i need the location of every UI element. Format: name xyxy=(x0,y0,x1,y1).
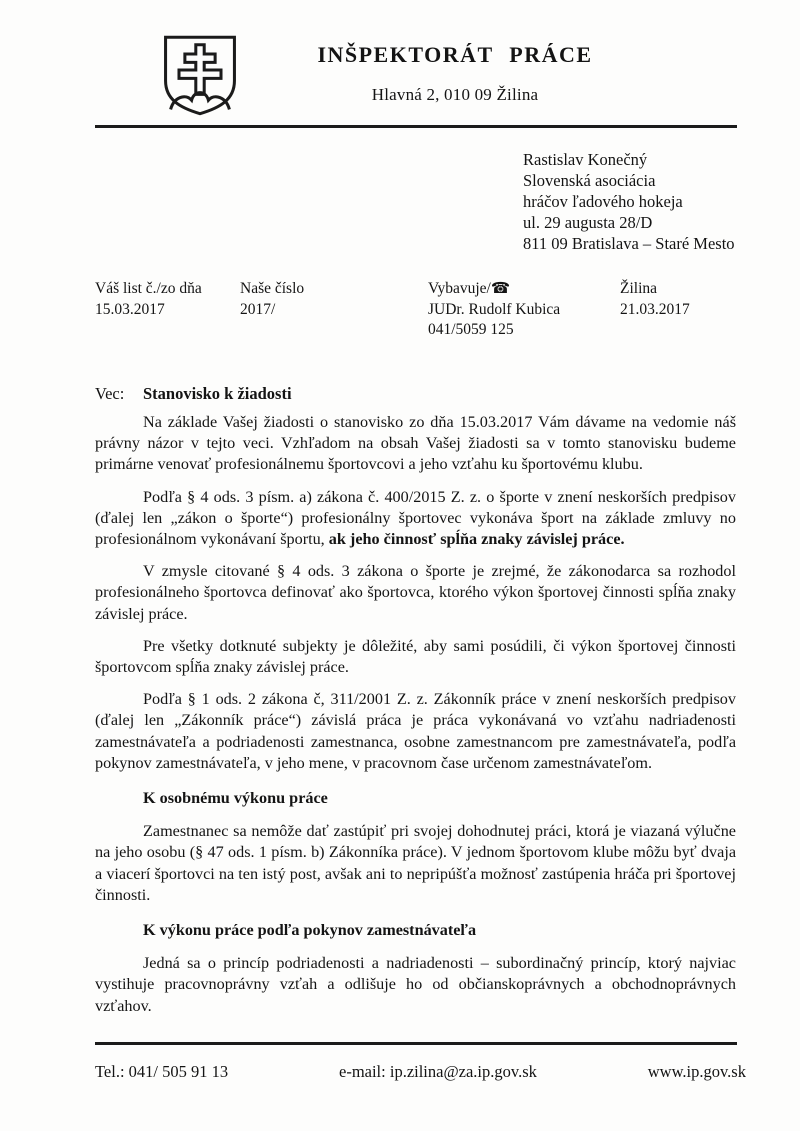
ref-handled-by xyxy=(428,279,560,341)
recipient-line: Rastislav Konečný xyxy=(523,150,648,169)
ref-place-date xyxy=(620,279,690,320)
letter-footer xyxy=(95,1062,746,1082)
slovak-coat-of-arms-icon xyxy=(158,32,242,118)
ref-label-with-phone-icon: Vybavuje/☎ xyxy=(428,280,511,297)
ref-label: Žilina xyxy=(620,280,658,297)
ref-our-number xyxy=(240,279,304,320)
footer-email: e-mail: ip.zilina@za.ip.gov.sk xyxy=(339,1062,537,1081)
org-title: INŠPEKTORÁT PRÁCE xyxy=(317,42,593,67)
recipient-line: 811 09 Bratislava – Staré Mesto xyxy=(523,234,735,253)
paragraph xyxy=(95,487,736,551)
ref-value: 2017/ xyxy=(240,300,276,318)
recipient-line: Slovenská asociácia xyxy=(523,171,656,190)
section-heading: K výkonu práce podľa pokynov zamestnávateľa xyxy=(143,921,477,940)
header-divider xyxy=(95,125,737,128)
subject-line xyxy=(95,384,292,404)
recipient-address xyxy=(523,149,735,254)
paragraph: Pre všetky dotknuté subjekty je dôležité, aby sami posúdili, či výkon športovej činnosti športovcom spĺňa znaky závislej práce. xyxy=(95,636,736,677)
subject-title: Stanovisko k žiadosti xyxy=(143,384,292,403)
section-heading: K osobnému výkonu práce xyxy=(143,789,328,808)
recipient-line: hráčov ľadového hokeja xyxy=(523,192,683,211)
footer-website: www.ip.gov.sk xyxy=(647,1062,746,1081)
ref-value: 21.03.2017 xyxy=(620,300,690,318)
footer-phone: Tel.: 041/ 505 91 13 xyxy=(95,1062,229,1081)
ref-value: 15.03.2017 xyxy=(95,300,165,318)
paragraph: Zamestnanec sa nemôže dať zastúpiť pri svojej dohodnutej práci, ktorá je viazaná výlučne na jeho osobu (§ 47 ods. 1 písm. b) Zákonníka práce). V jednom športovom klube môžu byť dvaja a viacerí športovci na ten istý post, avšak ani to nepripúšťa možnosť zastúpenia hráča pri športovej činnosti. xyxy=(95,822,736,904)
paragraph: Na základe Vašej žiadosti o stanovisko zo dňa 15.03.2017 Vám dávame na vedomie náš právny názor v tejto veci. Vzhľadom na obsah Vašej žiadosti sa v tomto stanovisku budeme primárne venovať profesionálnemu športovcovi a jeho vzťahu ku športovému klubu. xyxy=(95,413,736,474)
ref-your-letter xyxy=(95,279,202,320)
org-address: Hlavná 2, 010 09 Žilina xyxy=(371,85,539,104)
subject-label: Vec: xyxy=(95,384,125,403)
paragraph-text: Podľa § 4 ods. 3 písm. a) zákona č. 400/2015 Z. z. o športe v znení neskorších predpisov (ďalej len „zákon o športe“) profesionálny športovec vykonáva šport na základe zmluvy no profesionálnom vykonávaní športu, xyxy=(95,487,736,549)
ref-phone-number: 041/5059 125 xyxy=(428,321,514,338)
ref-label: Váš list č./zo dňa xyxy=(95,280,202,297)
paragraph-bold-text: ak jeho činnosť spĺňa znaky závislej práce. xyxy=(328,530,625,549)
letter-body xyxy=(95,412,736,1028)
ref-value: JUDr. Rudolf Kubica xyxy=(428,300,561,318)
footer-divider xyxy=(95,1042,737,1045)
paragraph: Jedná sa o princíp podriadenosti a nadriadenosti – subordinačný princíp, ktorý najviac vystihuje pracovnoprávny vzťah a odlišuje ho od občianskoprávnych a obchodnoprávnych vzťahov. xyxy=(95,954,736,1015)
paragraph: V zmysle citované § 4 ods. 3 zákona o športe je zrejmé, že zákonodarca sa rozhodol profesionálneho športovca definovať ako športovca, ktorého výkon športovej činnosti spĺňa znaky závislej práce. xyxy=(95,562,736,623)
letterhead xyxy=(235,42,675,105)
recipient-line: ul. 29 augusta 28/D xyxy=(523,213,653,232)
ref-label: Naše číslo xyxy=(240,280,305,297)
paragraph: Podľa § 1 ods. 2 zákona č, 311/2001 Z. z. Zákonník práce v znení neskorších predpisov (ďalej len „Zákonník práce“) závislá práca je práca vykonávaná vo vzťahu nadriadenosti zamestnávateľa a podriadenosti zamestnanca, osobne zamestnancom pre zamestnávateľa, podľa pokynov zamestnávateľa, v jeho mene, v pracovnom čase určenom zamestnávateľom. xyxy=(95,690,736,772)
